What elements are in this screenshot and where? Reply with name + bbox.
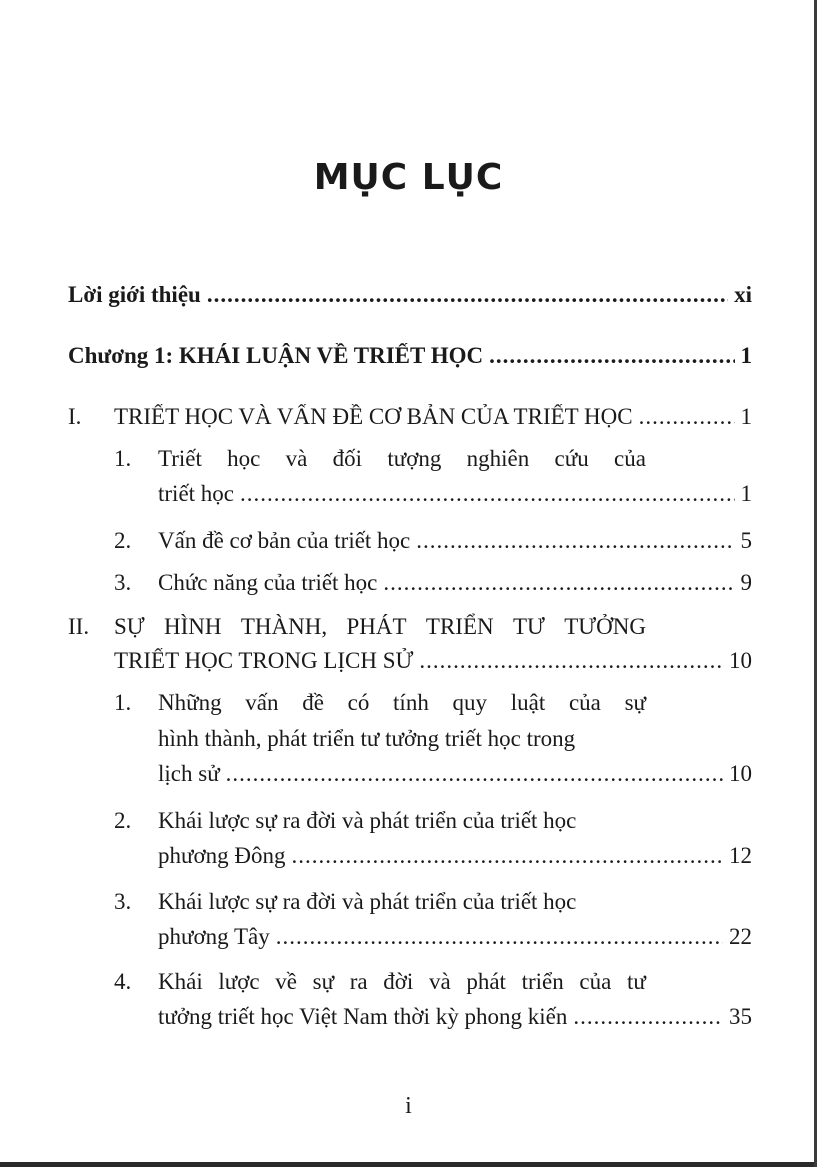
toc-word: ra	[349, 969, 368, 994]
leader-dots	[416, 528, 734, 554]
toc-word: và	[428, 969, 451, 994]
toc-word: có	[347, 690, 370, 715]
toc-word: lược	[218, 969, 260, 994]
toc-page-number: 9	[740, 570, 752, 595]
toc-entry-1-1-line2[interactable]	[158, 481, 752, 507]
toc-page-number: 10	[729, 761, 752, 786]
toc-word: vấn	[245, 690, 279, 715]
toc-word: TƯỞNG	[564, 614, 646, 639]
leader-dots	[240, 481, 735, 507]
section-numeral: II.	[68, 614, 90, 639]
leader-dots	[419, 648, 723, 674]
toc-word: về	[275, 969, 297, 994]
leader-dots	[226, 761, 723, 787]
toc-word: của	[579, 969, 612, 994]
toc-page-number: 1	[740, 343, 752, 368]
toc-entry-2-4-line1[interactable]	[158, 969, 646, 995]
toc-entry-2-3-line2[interactable]	[158, 924, 752, 950]
toc-entry-label: TRIẾT HỌC VÀ VẤN ĐỀ CƠ BẢN CỦA TRIẾT HỌC	[114, 404, 633, 429]
toc-word: PHÁT	[346, 614, 407, 639]
toc-entry-intro[interactable]	[68, 282, 752, 308]
toc-word: tư	[627, 969, 646, 994]
toc-entry-label: Lời giới thiệu	[68, 282, 201, 307]
toc-word: cứu	[554, 446, 589, 471]
leader-dots	[276, 924, 723, 950]
toc-page-number: 22	[729, 924, 752, 949]
toc-entry-label: phương Đông	[158, 843, 286, 868]
toc-word: Triết	[158, 446, 202, 471]
toc-word: của	[568, 690, 601, 715]
toc-word: tượng	[387, 446, 442, 471]
subsection-number: 2.	[114, 808, 132, 833]
toc-word: SỰ	[114, 614, 145, 639]
toc-entry-label: Vấn đề cơ bản của triết học	[158, 528, 411, 553]
toc-entry-2-4-line2[interactable]	[158, 1004, 752, 1030]
toc-word: của	[614, 446, 646, 471]
toc-page-number: xi	[734, 282, 752, 307]
toc-word: phát	[466, 969, 506, 994]
toc-entry-2-2-line1: Khái lược sự ra đời và phát triển của triết học	[158, 808, 577, 833]
toc-page-number: 35	[729, 1004, 752, 1029]
toc-page-number: 1	[740, 404, 752, 429]
page-title: MỤC LỤC	[313, 157, 504, 198]
toc-entry-section-2-line1[interactable]	[114, 614, 646, 640]
subsection-number: 3.	[114, 570, 132, 595]
toc-word: HÌNH	[164, 614, 222, 639]
toc-entry-2-2-line2[interactable]	[158, 843, 752, 869]
toc-word: đời	[383, 969, 414, 994]
footer-page-number: i	[405, 1093, 412, 1119]
leader-dots	[207, 282, 728, 308]
toc-entry-2-1-line1[interactable]	[158, 690, 646, 716]
subsection-number: 1.	[114, 690, 132, 715]
toc-entry-2-1-line3[interactable]	[158, 761, 752, 787]
leader-dots	[639, 404, 735, 430]
toc-entry-2-3-line1: Khái lược sự ra đời và phát triển của triết học	[158, 889, 577, 914]
toc-word: đề	[302, 690, 324, 715]
toc-word: triển	[521, 969, 564, 994]
toc-entry-label: TRIẾT HỌC TRONG LỊCH SỬ	[114, 648, 414, 673]
toc-entry-label: tưởng triết học Việt Nam thời kỳ phong kiến	[158, 1004, 568, 1029]
toc-word: Những	[158, 690, 222, 715]
leader-dots	[383, 570, 734, 596]
toc-word: THÀNH,	[240, 614, 328, 639]
toc-word: tính	[393, 690, 429, 715]
toc-page-number: 5	[740, 528, 752, 553]
subsection-number: 4.	[114, 969, 132, 994]
leader-dots	[573, 1004, 723, 1030]
toc-word: đối	[332, 446, 363, 471]
toc-word: và	[285, 446, 308, 471]
toc-word: Khái	[158, 969, 203, 994]
toc-entry-label: Chương 1: KHÁI LUẬN VỀ TRIẾT HỌC	[68, 343, 484, 368]
toc-page-number: 1	[740, 481, 752, 506]
toc-word: học	[227, 446, 261, 471]
toc-entry-label: triết học	[158, 481, 234, 506]
subsection-number: 1.	[114, 446, 132, 471]
toc-entry-1-3[interactable]	[158, 570, 752, 596]
toc-entry-section-2-line2[interactable]	[114, 648, 752, 674]
toc-entry-label: phương Tây	[158, 924, 270, 949]
leader-dots	[489, 343, 734, 369]
toc-word: luật	[510, 690, 546, 715]
toc-entry-label: Chức năng của triết học	[158, 570, 378, 595]
toc-entry-section-1[interactable]	[114, 404, 752, 430]
subsection-number: 2.	[114, 528, 132, 553]
section-numeral: I.	[68, 404, 82, 429]
subsection-number: 3.	[114, 889, 132, 914]
toc-word: nghiên	[466, 446, 530, 471]
toc-page-number: 12	[729, 843, 752, 868]
toc-entry-1-1-line1[interactable]	[158, 446, 646, 472]
toc-page-number: 10	[729, 648, 752, 673]
leader-dots	[292, 843, 724, 869]
toc-word: sự	[312, 969, 335, 994]
toc-word: TRIỂN	[425, 614, 494, 639]
toc-entry-2-1-line2: hình thành, phát triển tư tưởng triết học trong	[158, 726, 576, 751]
toc-word: sự	[624, 690, 646, 715]
toc-entry-1-2[interactable]	[158, 528, 752, 554]
toc-word: quy	[452, 690, 488, 715]
toc-entry-label: lịch sử	[158, 761, 220, 786]
toc-entry-chapter-1[interactable]	[68, 343, 752, 369]
page-edge-bottom	[0, 1162, 817, 1167]
toc-word: TƯ	[512, 614, 545, 639]
